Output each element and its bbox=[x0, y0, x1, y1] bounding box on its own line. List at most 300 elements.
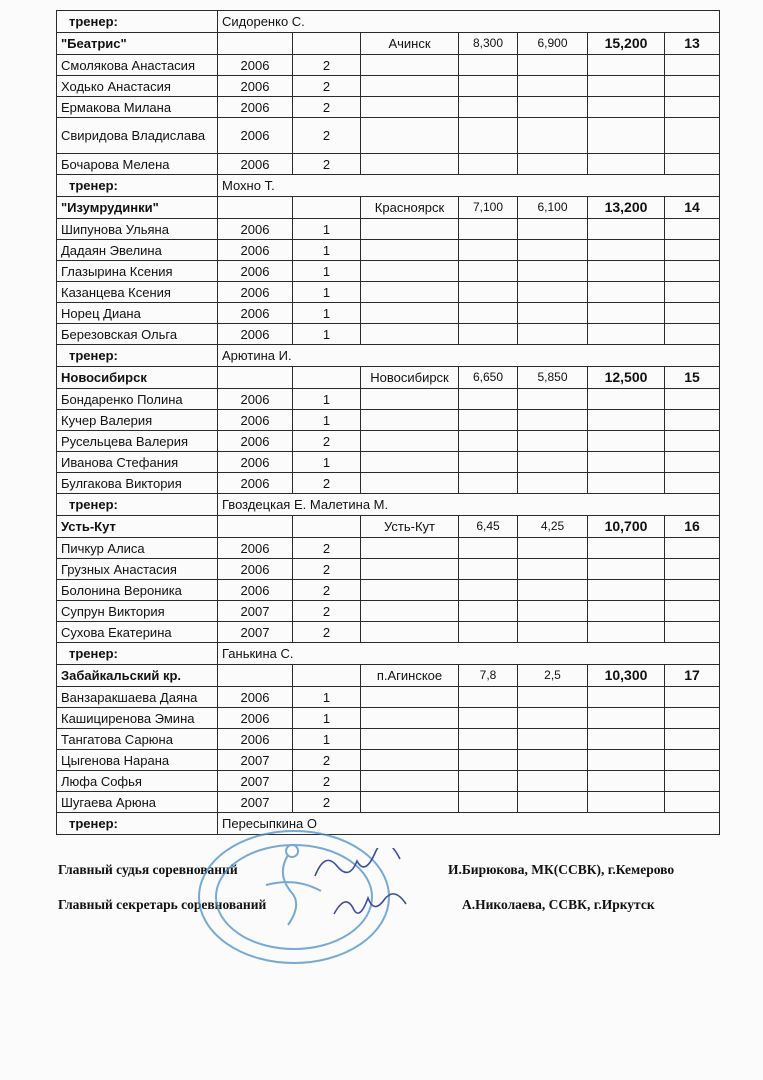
judge-signature-icon bbox=[310, 848, 410, 888]
coach-label: тренер: bbox=[57, 643, 218, 665]
coach-name: Ганькина С. bbox=[218, 643, 720, 665]
athlete-birth-year: 2006 bbox=[218, 97, 293, 118]
coach-name: Мохно Т. bbox=[218, 175, 720, 197]
empty-cell bbox=[459, 324, 518, 345]
empty-cell bbox=[361, 708, 459, 729]
empty-cell bbox=[518, 261, 588, 282]
empty-cell bbox=[518, 219, 588, 240]
athlete-name: Казанцева Ксения bbox=[57, 282, 218, 303]
empty-cell bbox=[588, 622, 665, 643]
empty-cell bbox=[361, 601, 459, 622]
athlete-category: 1 bbox=[293, 708, 361, 729]
empty-cell bbox=[518, 410, 588, 431]
athlete-category: 2 bbox=[293, 538, 361, 559]
empty-cell bbox=[361, 154, 459, 175]
team-cat-cell bbox=[293, 516, 361, 538]
empty-cell bbox=[459, 538, 518, 559]
empty-cell bbox=[588, 687, 665, 708]
athlete-row bbox=[57, 729, 720, 750]
athlete-category: 2 bbox=[293, 55, 361, 76]
empty-cell bbox=[361, 303, 459, 324]
team-name: Забайкальский кр. bbox=[57, 665, 218, 687]
athlete-category: 1 bbox=[293, 261, 361, 282]
athlete-birth-year: 2006 bbox=[218, 219, 293, 240]
empty-cell bbox=[518, 324, 588, 345]
empty-cell bbox=[518, 97, 588, 118]
athlete-birth-year: 2007 bbox=[218, 622, 293, 643]
empty-cell bbox=[518, 729, 588, 750]
team-row bbox=[57, 516, 720, 538]
team-city: Красноярск bbox=[361, 197, 459, 219]
score-2: 5,850 bbox=[518, 367, 588, 389]
athlete-name: Сухова Екатерина bbox=[57, 622, 218, 643]
athlete-category: 1 bbox=[293, 410, 361, 431]
empty-cell bbox=[518, 771, 588, 792]
athlete-category: 1 bbox=[293, 389, 361, 410]
empty-cell bbox=[518, 687, 588, 708]
empty-cell bbox=[665, 76, 720, 97]
athlete-category: 2 bbox=[293, 622, 361, 643]
coach-row bbox=[57, 345, 720, 367]
empty-cell bbox=[665, 240, 720, 261]
athlete-name: Люфа Софья bbox=[57, 771, 218, 792]
empty-cell bbox=[588, 771, 665, 792]
athlete-row bbox=[57, 687, 720, 708]
empty-cell bbox=[518, 240, 588, 261]
empty-cell bbox=[665, 324, 720, 345]
athlete-birth-year: 2006 bbox=[218, 559, 293, 580]
athlete-category: 2 bbox=[293, 771, 361, 792]
score-1: 8,300 bbox=[459, 33, 518, 55]
empty-cell bbox=[361, 473, 459, 494]
athlete-name: Дадаян Эвелина bbox=[57, 240, 218, 261]
score-1: 6,45 bbox=[459, 516, 518, 538]
coach-name: Арютина И. bbox=[218, 345, 720, 367]
athlete-name: Болонина Вероника bbox=[57, 580, 218, 601]
empty-cell bbox=[665, 410, 720, 431]
athlete-row bbox=[57, 118, 720, 154]
athlete-row bbox=[57, 240, 720, 261]
athlete-category: 1 bbox=[293, 687, 361, 708]
score-1: 6,650 bbox=[459, 367, 518, 389]
athlete-birth-year: 2006 bbox=[218, 261, 293, 282]
athlete-row bbox=[57, 282, 720, 303]
team-name: "Изумрудинки" bbox=[57, 197, 218, 219]
athlete-birth-year: 2006 bbox=[218, 324, 293, 345]
athlete-category: 2 bbox=[293, 473, 361, 494]
empty-cell bbox=[665, 687, 720, 708]
empty-cell bbox=[518, 118, 588, 154]
athlete-birth-year: 2006 bbox=[218, 538, 293, 559]
empty-cell bbox=[518, 708, 588, 729]
athlete-birth-year: 2006 bbox=[218, 389, 293, 410]
team-city: п.Агинское bbox=[361, 665, 459, 687]
empty-cell bbox=[361, 750, 459, 771]
empty-cell bbox=[361, 97, 459, 118]
empty-cell bbox=[459, 76, 518, 97]
athlete-name: Норец Диана bbox=[57, 303, 218, 324]
team-cat-cell bbox=[293, 33, 361, 55]
athlete-birth-year: 2006 bbox=[218, 118, 293, 154]
empty-cell bbox=[459, 431, 518, 452]
empty-cell bbox=[518, 792, 588, 813]
empty-cell bbox=[518, 601, 588, 622]
empty-cell bbox=[459, 473, 518, 494]
total-score: 10,300 bbox=[588, 665, 665, 687]
score-2: 6,900 bbox=[518, 33, 588, 55]
empty-cell bbox=[518, 431, 588, 452]
empty-cell bbox=[665, 97, 720, 118]
empty-cell bbox=[361, 792, 459, 813]
empty-cell bbox=[518, 538, 588, 559]
empty-cell bbox=[459, 219, 518, 240]
athlete-birth-year: 2007 bbox=[218, 771, 293, 792]
empty-cell bbox=[588, 792, 665, 813]
athlete-row bbox=[57, 580, 720, 601]
empty-cell bbox=[665, 261, 720, 282]
empty-cell bbox=[665, 219, 720, 240]
coach-row bbox=[57, 643, 720, 665]
team-name: Новосибирск bbox=[57, 367, 218, 389]
coach-row bbox=[57, 494, 720, 516]
empty-cell bbox=[588, 303, 665, 324]
athlete-birth-year: 2007 bbox=[218, 792, 293, 813]
athlete-row bbox=[57, 750, 720, 771]
empty-cell bbox=[361, 219, 459, 240]
athlete-category: 2 bbox=[293, 76, 361, 97]
empty-cell bbox=[361, 410, 459, 431]
athlete-row bbox=[57, 76, 720, 97]
empty-cell bbox=[361, 76, 459, 97]
empty-cell bbox=[518, 55, 588, 76]
team-city: Ачинск bbox=[361, 33, 459, 55]
empty-cell bbox=[459, 282, 518, 303]
empty-cell bbox=[361, 324, 459, 345]
athlete-name: Шипунова Ульяна bbox=[57, 219, 218, 240]
athlete-category: 1 bbox=[293, 729, 361, 750]
empty-cell bbox=[588, 473, 665, 494]
empty-cell bbox=[361, 282, 459, 303]
empty-cell bbox=[518, 389, 588, 410]
team-cat-cell bbox=[293, 665, 361, 687]
athlete-birth-year: 2006 bbox=[218, 431, 293, 452]
team-rank: 16 bbox=[665, 516, 720, 538]
empty-cell bbox=[518, 76, 588, 97]
team-year-cell bbox=[218, 516, 293, 538]
empty-cell bbox=[518, 282, 588, 303]
athlete-name: Ванзаракшаева Даяна bbox=[57, 687, 218, 708]
empty-cell bbox=[665, 303, 720, 324]
empty-cell bbox=[588, 431, 665, 452]
empty-cell bbox=[588, 750, 665, 771]
empty-cell bbox=[459, 771, 518, 792]
athlete-name: Пичкур Алиса bbox=[57, 538, 218, 559]
empty-cell bbox=[459, 261, 518, 282]
athlete-birth-year: 2006 bbox=[218, 410, 293, 431]
athlete-category: 1 bbox=[293, 452, 361, 473]
empty-cell bbox=[518, 154, 588, 175]
athlete-row bbox=[57, 97, 720, 118]
empty-cell bbox=[665, 118, 720, 154]
score-2: 2,5 bbox=[518, 665, 588, 687]
total-score: 15,200 bbox=[588, 33, 665, 55]
empty-cell bbox=[361, 431, 459, 452]
empty-cell bbox=[361, 771, 459, 792]
coach-row bbox=[57, 175, 720, 197]
empty-cell bbox=[588, 580, 665, 601]
empty-cell bbox=[665, 729, 720, 750]
athlete-birth-year: 2006 bbox=[218, 729, 293, 750]
athlete-category: 2 bbox=[293, 750, 361, 771]
athlete-row bbox=[57, 324, 720, 345]
athlete-row bbox=[57, 303, 720, 324]
empty-cell bbox=[588, 240, 665, 261]
athlete-name: Иванова Стефания bbox=[57, 452, 218, 473]
athlete-row bbox=[57, 538, 720, 559]
athlete-name: Кашициренова Эмина bbox=[57, 708, 218, 729]
athlete-birth-year: 2006 bbox=[218, 76, 293, 97]
athlete-category: 2 bbox=[293, 154, 361, 175]
athlete-birth-year: 2006 bbox=[218, 452, 293, 473]
coach-row bbox=[57, 11, 720, 33]
empty-cell bbox=[588, 97, 665, 118]
empty-cell bbox=[665, 452, 720, 473]
athlete-row bbox=[57, 792, 720, 813]
empty-cell bbox=[588, 708, 665, 729]
empty-cell bbox=[588, 538, 665, 559]
team-city: Усть-Кут bbox=[361, 516, 459, 538]
empty-cell bbox=[588, 118, 665, 154]
athlete-birth-year: 2006 bbox=[218, 303, 293, 324]
athlete-row bbox=[57, 55, 720, 76]
empty-cell bbox=[459, 580, 518, 601]
athlete-category: 1 bbox=[293, 240, 361, 261]
empty-cell bbox=[518, 580, 588, 601]
coach-name: Сидоренко С. bbox=[218, 11, 720, 33]
athlete-row bbox=[57, 410, 720, 431]
athlete-category: 1 bbox=[293, 324, 361, 345]
team-name: Усть-Кут bbox=[57, 516, 218, 538]
chief-judge-name: И.Бирюкова, МК(ССВК), г.Кемерово bbox=[448, 862, 675, 877]
empty-cell bbox=[459, 622, 518, 643]
empty-cell bbox=[361, 240, 459, 261]
athlete-category: 2 bbox=[293, 431, 361, 452]
empty-cell bbox=[459, 729, 518, 750]
coach-label: тренер: bbox=[57, 175, 218, 197]
athlete-name: Цыгенова Нарана bbox=[57, 750, 218, 771]
team-row bbox=[57, 367, 720, 389]
athlete-birth-year: 2006 bbox=[218, 580, 293, 601]
athlete-category: 2 bbox=[293, 601, 361, 622]
athlete-row bbox=[57, 473, 720, 494]
empty-cell bbox=[459, 118, 518, 154]
empty-cell bbox=[361, 389, 459, 410]
athlete-row bbox=[57, 431, 720, 452]
athlete-name: Тангатова Сарюна bbox=[57, 729, 218, 750]
empty-cell bbox=[361, 118, 459, 154]
empty-cell bbox=[459, 792, 518, 813]
chief-judge-label: Главный судья соревнований bbox=[58, 862, 238, 877]
empty-cell bbox=[361, 687, 459, 708]
empty-cell bbox=[665, 708, 720, 729]
score-1: 7,8 bbox=[459, 665, 518, 687]
empty-cell bbox=[665, 389, 720, 410]
empty-cell bbox=[588, 55, 665, 76]
team-cat-cell bbox=[293, 367, 361, 389]
athlete-name: Булгакова Виктория bbox=[57, 473, 218, 494]
score-1: 7,100 bbox=[459, 197, 518, 219]
athlete-name: Кучер Валерия bbox=[57, 410, 218, 431]
empty-cell bbox=[459, 559, 518, 580]
empty-cell bbox=[588, 410, 665, 431]
empty-cell bbox=[459, 97, 518, 118]
empty-cell bbox=[518, 452, 588, 473]
empty-cell bbox=[665, 792, 720, 813]
empty-cell bbox=[361, 261, 459, 282]
athlete-birth-year: 2007 bbox=[218, 601, 293, 622]
athlete-row bbox=[57, 559, 720, 580]
empty-cell bbox=[665, 771, 720, 792]
athlete-category: 2 bbox=[293, 118, 361, 154]
empty-cell bbox=[588, 559, 665, 580]
empty-cell bbox=[665, 750, 720, 771]
athlete-category: 2 bbox=[293, 580, 361, 601]
athlete-birth-year: 2006 bbox=[218, 708, 293, 729]
empty-cell bbox=[361, 538, 459, 559]
athlete-row bbox=[57, 452, 720, 473]
empty-cell bbox=[518, 303, 588, 324]
empty-cell bbox=[361, 622, 459, 643]
athlete-name: Березовская Ольга bbox=[57, 324, 218, 345]
empty-cell bbox=[588, 729, 665, 750]
athlete-row bbox=[57, 622, 720, 643]
athlete-name: Ермакова Милана bbox=[57, 97, 218, 118]
athlete-category: 1 bbox=[293, 303, 361, 324]
empty-cell bbox=[518, 622, 588, 643]
empty-cell bbox=[588, 389, 665, 410]
empty-cell bbox=[665, 282, 720, 303]
athlete-category: 2 bbox=[293, 559, 361, 580]
empty-cell bbox=[665, 622, 720, 643]
empty-cell bbox=[588, 601, 665, 622]
empty-cell bbox=[459, 687, 518, 708]
empty-cell bbox=[361, 55, 459, 76]
athlete-birth-year: 2007 bbox=[218, 750, 293, 771]
athlete-name: Свиридова Владислава bbox=[57, 118, 218, 154]
athlete-name: Смолякова Анастасия bbox=[57, 55, 218, 76]
athlete-name: Ходько Анастасия bbox=[57, 76, 218, 97]
empty-cell bbox=[459, 240, 518, 261]
athlete-birth-year: 2006 bbox=[218, 154, 293, 175]
team-rank: 13 bbox=[665, 33, 720, 55]
empty-cell bbox=[665, 580, 720, 601]
empty-cell bbox=[361, 452, 459, 473]
athlete-birth-year: 2006 bbox=[218, 282, 293, 303]
athlete-row bbox=[57, 154, 720, 175]
empty-cell bbox=[361, 729, 459, 750]
athlete-category: 1 bbox=[293, 219, 361, 240]
empty-cell bbox=[518, 473, 588, 494]
team-year-cell bbox=[218, 197, 293, 219]
athlete-row bbox=[57, 708, 720, 729]
coach-name: Пересыпкина О bbox=[218, 813, 720, 835]
empty-cell bbox=[459, 55, 518, 76]
athlete-name: Шугаева Арюна bbox=[57, 792, 218, 813]
team-rank: 14 bbox=[665, 197, 720, 219]
team-year-cell bbox=[218, 665, 293, 687]
athlete-name: Грузных Анастасия bbox=[57, 559, 218, 580]
team-cat-cell bbox=[293, 197, 361, 219]
team-city: Новосибирск bbox=[361, 367, 459, 389]
score-2: 4,25 bbox=[518, 516, 588, 538]
team-row bbox=[57, 197, 720, 219]
team-rank: 15 bbox=[665, 367, 720, 389]
empty-cell bbox=[459, 410, 518, 431]
athlete-birth-year: 2006 bbox=[218, 55, 293, 76]
athlete-row bbox=[57, 601, 720, 622]
total-score: 12,500 bbox=[588, 367, 665, 389]
chief-secretary-label: Главный секретарь соревнований bbox=[58, 897, 267, 912]
athlete-name: Русельцева Валерия bbox=[57, 431, 218, 452]
empty-cell bbox=[459, 154, 518, 175]
empty-cell bbox=[588, 282, 665, 303]
empty-cell bbox=[459, 303, 518, 324]
empty-cell bbox=[459, 389, 518, 410]
results-table bbox=[56, 10, 720, 835]
empty-cell bbox=[665, 55, 720, 76]
empty-cell bbox=[361, 580, 459, 601]
empty-cell bbox=[588, 219, 665, 240]
team-rank: 17 bbox=[665, 665, 720, 687]
empty-cell bbox=[665, 154, 720, 175]
athlete-category: 2 bbox=[293, 97, 361, 118]
total-score: 10,700 bbox=[588, 516, 665, 538]
empty-cell bbox=[665, 473, 720, 494]
athlete-row bbox=[57, 389, 720, 410]
athlete-name: Бондаренко Полина bbox=[57, 389, 218, 410]
athlete-name: Глазырина Ксения bbox=[57, 261, 218, 282]
coach-label: тренер: bbox=[57, 494, 218, 516]
athlete-birth-year: 2006 bbox=[218, 687, 293, 708]
empty-cell bbox=[518, 559, 588, 580]
empty-cell bbox=[588, 76, 665, 97]
team-row bbox=[57, 665, 720, 687]
athlete-birth-year: 2006 bbox=[218, 473, 293, 494]
team-year-cell bbox=[218, 33, 293, 55]
athlete-row bbox=[57, 771, 720, 792]
empty-cell bbox=[588, 324, 665, 345]
athlete-category: 2 bbox=[293, 792, 361, 813]
empty-cell bbox=[361, 559, 459, 580]
empty-cell bbox=[588, 154, 665, 175]
empty-cell bbox=[459, 750, 518, 771]
empty-cell bbox=[518, 750, 588, 771]
athlete-row bbox=[57, 219, 720, 240]
empty-cell bbox=[459, 708, 518, 729]
coach-label: тренер: bbox=[57, 345, 218, 367]
empty-cell bbox=[588, 261, 665, 282]
coach-name: Гвоздецкая Е. Малетина М. bbox=[218, 494, 720, 516]
athlete-row bbox=[57, 261, 720, 282]
athlete-name: Бочарова Мелена bbox=[57, 154, 218, 175]
secretary-signature-icon bbox=[330, 890, 410, 922]
team-row bbox=[57, 33, 720, 55]
coach-label: тренер: bbox=[57, 11, 218, 33]
empty-cell bbox=[665, 559, 720, 580]
athlete-category: 1 bbox=[293, 282, 361, 303]
athlete-birth-year: 2006 bbox=[218, 240, 293, 261]
chief-secretary-name: А.Николаева, ССВК, г.Иркутск bbox=[462, 897, 655, 912]
